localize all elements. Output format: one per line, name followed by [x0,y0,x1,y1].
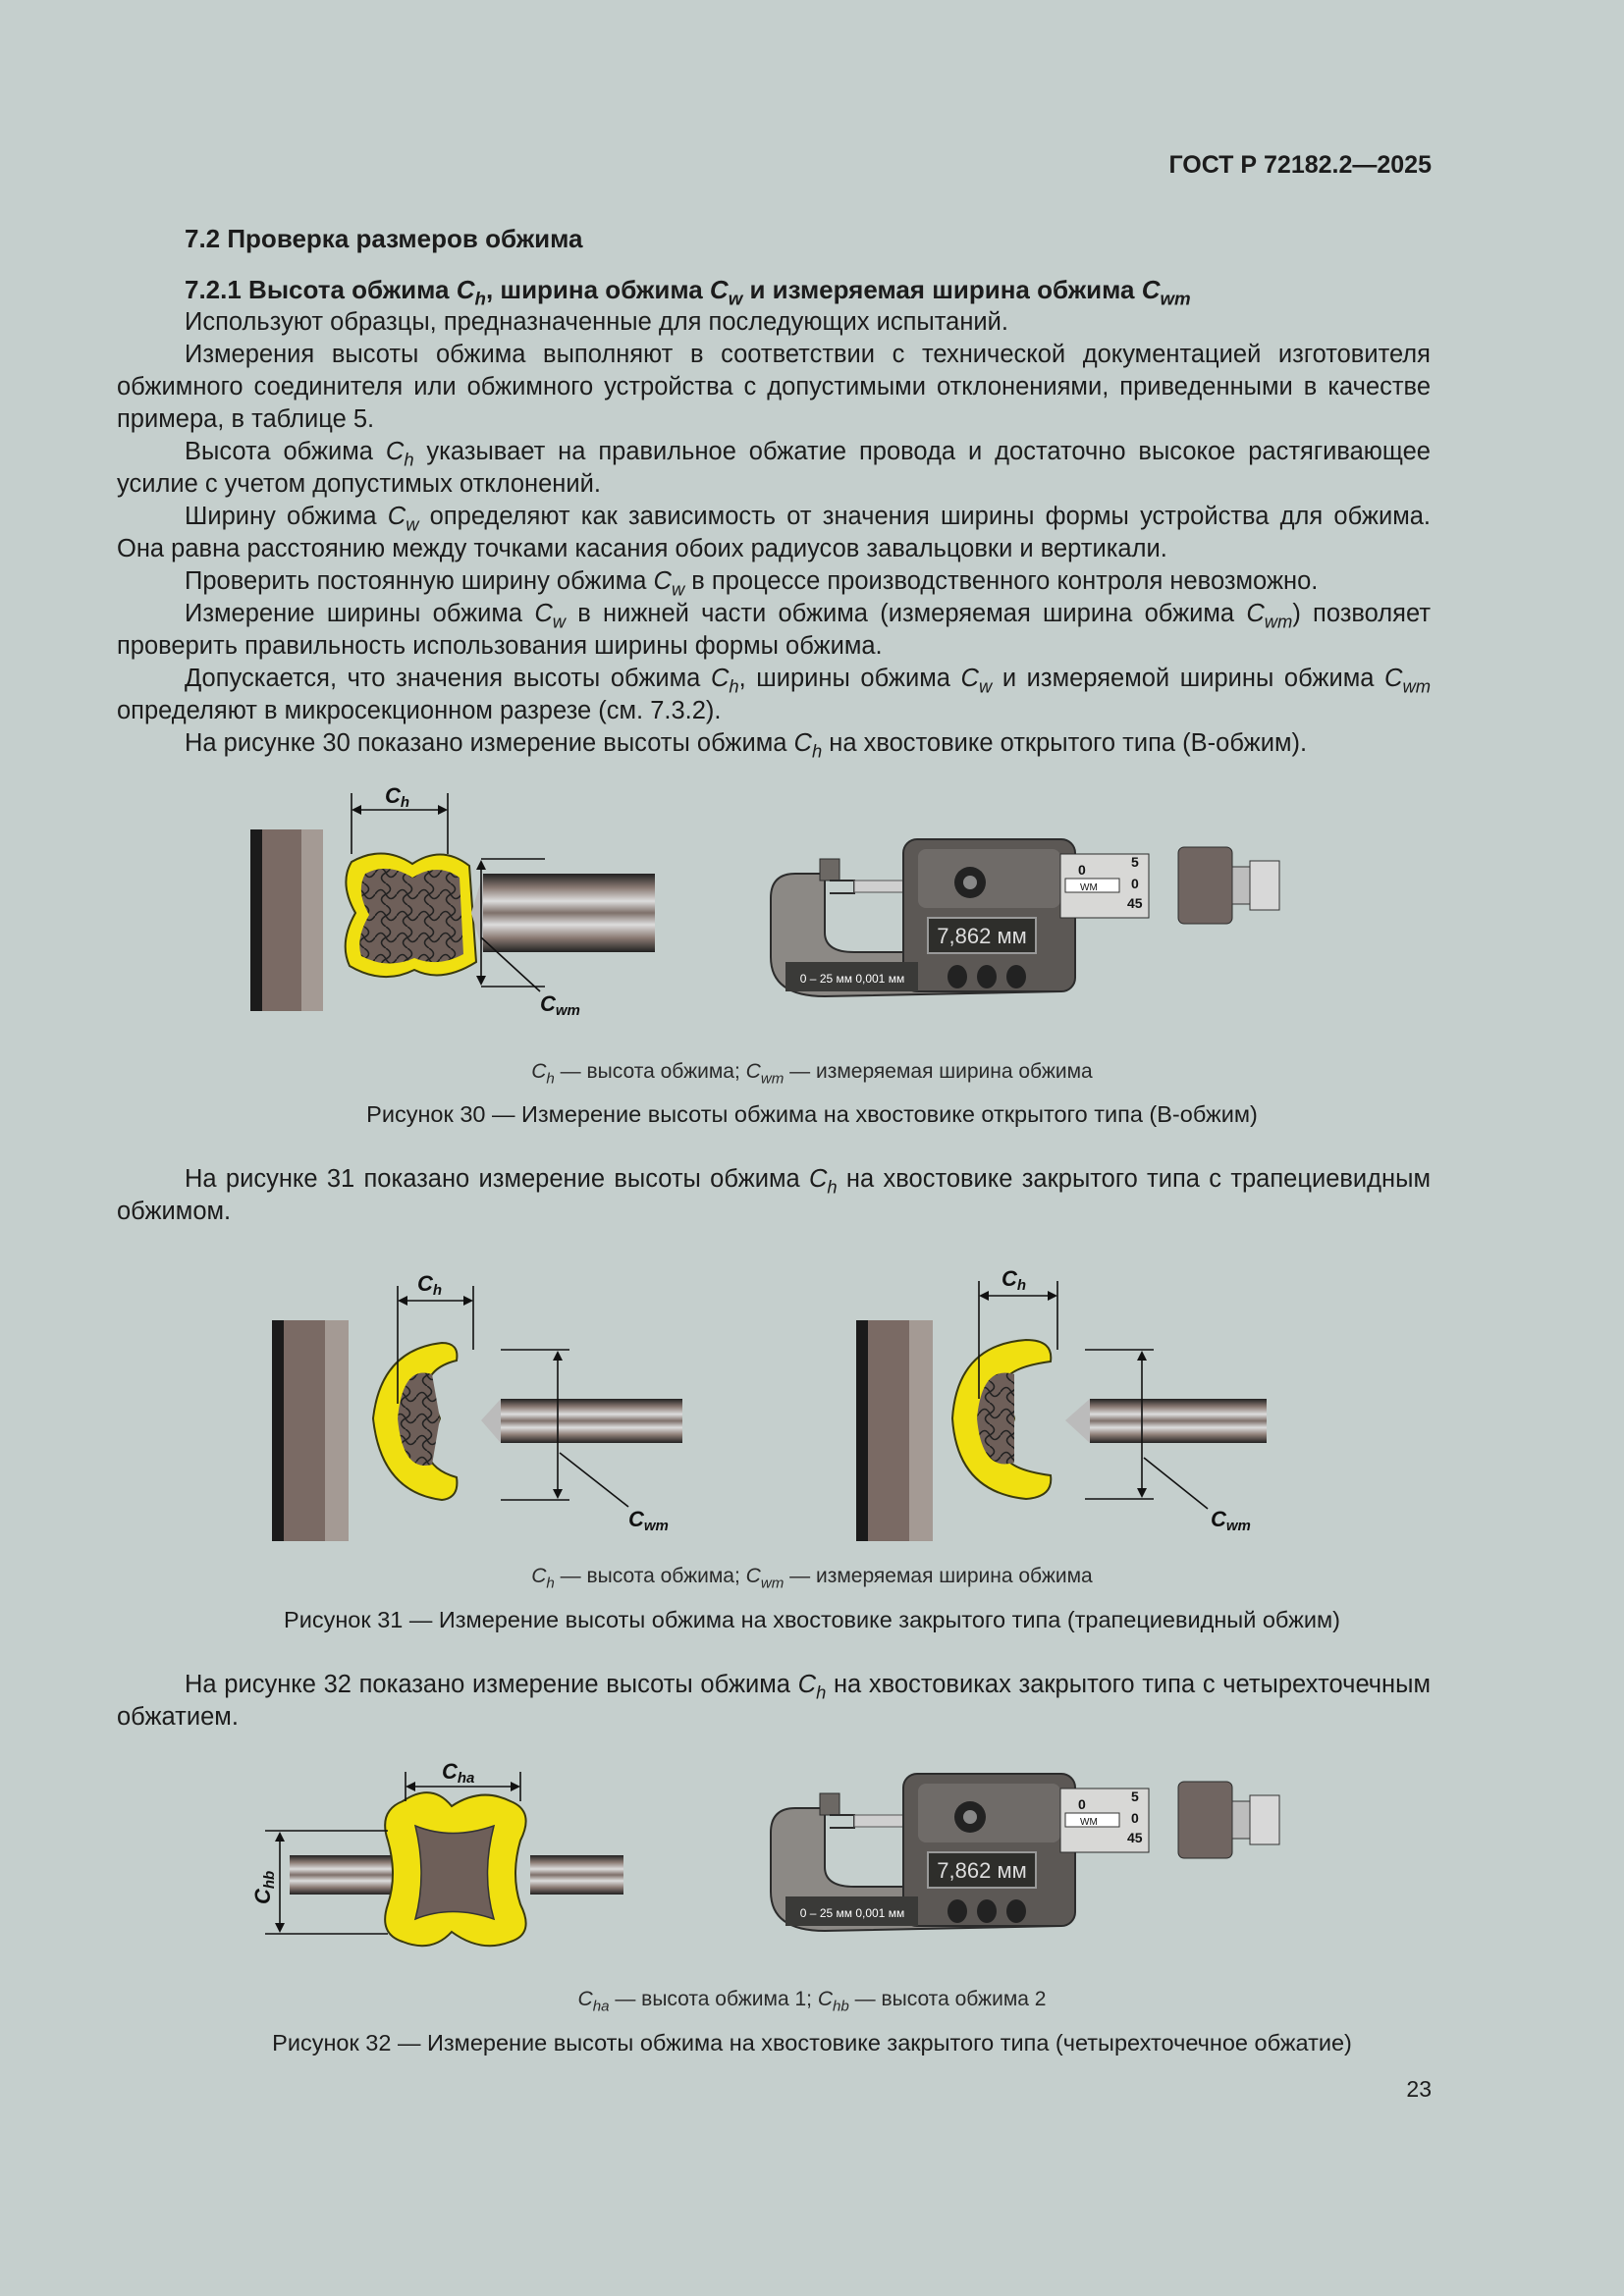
svg-text:Chb: Chb [250,1870,278,1904]
figure-30-caption: Рисунок 30 — Измерение высоты обжима на хвостовике открытого типа (В-обжим) [366,1101,1258,1127]
label-cwm: C [540,991,556,1016]
micrometer-scale-5: 5 [1131,854,1139,870]
figure-32-crimp-diagram [241,1757,653,1953]
svg-text:Cwm: Cwm [1211,1507,1251,1534]
document-id: ГОСТ Р 72182.2—2025 [1168,151,1432,179]
label-cha: C [442,1759,458,1784]
micrometer-range: 0 – 25 мм 0,001 мм [799,972,905,986]
paragraph: На рисунке 31 показано измерение высоты обжима $C_h$ на хвостовике закрытого типа с трапециевидным обжимом. [117,1165,1431,1225]
label-ch: C [385,783,401,808]
micrometer-sub-label: WM [1080,882,1098,893]
paragraph: Измерения высоты обжима выполняют в соответствии с технической документацией изготовителя обжимного соединителя или обжимного устройства с допустимыми отклонениями, приведенными в качестве примера, в таблице 5. [117,341,1431,433]
micrometer-sub-label: WM [1080,1817,1098,1828]
subsection-title: 7.2.1 Высота обжима $C_h$, ширина обжима $C_w$ и измеряемая ширина обжима $C_{wm}$ [185,275,1191,309]
section-title: 7.2 Проверка размеров обжима [185,224,583,253]
svg-text:Cwm: Cwm [540,991,580,1019]
paragraph: Измерение ширины обжима $C_w$ в нижней части обжима (измеряемая ширина обжима $C_{wm}$) позволяет проверить правильность использования ширины формы обжима. [117,600,1432,660]
figure-31-caption: Рисунок 31 — Измерение высоты обжима на хвостовике закрытого типа (трапециевидный обжим) [284,1607,1340,1632]
micrometer-range: 0 – 25 мм 0,001 мм [799,1906,905,1920]
micrometer-on: 0 [1078,862,1086,878]
paragraph: На рисунке 32 показано измерение высоты обжима $C_h$ на хвостовиках закрытого типа с четырехточечным обжатием. [117,1671,1432,1731]
micrometer-illustration [766,839,1306,1006]
svg-text:Ch: Ch [385,783,410,811]
paragraph: Высота обжима $C_h$ указывает на правильное обжатие провода и достаточно высокое растягивающее усилие с учетом допустимых отклонений. [117,438,1431,498]
figure-31-crimp-diagram-right [849,1252,1281,1546]
svg-text:Cwm: Cwm [628,1507,669,1534]
figure-32-legend: $C_{ha}$ — высота обжима 1; $C_{hb}$ — высота обжима 2 [577,1988,1047,2015]
micrometer-scale-0: 0 [1131,876,1139,891]
page-number: 23 [1406,2076,1432,2102]
figure-30-legend: $C_h$ — высота обжима; $C_{wm}$ — измеряемая ширина обжима [531,1060,1093,1088]
micrometer-scale-45: 45 [1127,895,1143,911]
label-ch: C [1001,1266,1017,1291]
figure-32-caption: Рисунок 32 — Измерение высоты обжима на хвостовике закрытого типа (четырехточечное обжатие) [272,2030,1352,2056]
label-chb: C [250,1889,275,1904]
label-cwm: C [628,1507,644,1531]
svg-text:Ch: Ch [417,1271,443,1299]
figure-30-crimp-diagram [245,775,668,1031]
paragraph: На рисунке 30 показано измерение высоты обжима $C_h$ на хвостовике открытого типа (В-обжим). [185,729,1308,762]
label-ch: C [417,1271,433,1296]
paragraph: Допускается, что значения высоты обжима $C_h$, ширины обжима $C_w$ и измеряемой ширины обжима $C_{wm}$ определяют в микросекционном разрезе (см. 7.3.2). [117,665,1431,724]
micrometer-scale-5: 5 [1131,1789,1139,1804]
micrometer-on: 0 [1078,1796,1086,1812]
svg-text:Ch: Ch [1001,1266,1027,1294]
micrometer-illustration-2 [766,1774,1306,1941]
micrometer-scale-45: 45 [1127,1830,1143,1845]
micrometer-display: 7,862 мм [937,924,1027,948]
paragraph: Ширину обжима $C_w$ определяют как зависимость от значения ширины формы устройства для обжима. Она равна расстоянию между точками касания обоих радиусов завальцовки и вертикали. [117,503,1431,562]
paragraph: Проверить постоянную ширину обжима $C_w$ в процессе производственного контроля невозможно. [185,567,1319,600]
svg-text:Cha: Cha [442,1759,475,1787]
figure-31-crimp-diagram-left [265,1256,697,1551]
label-cwm: C [1211,1507,1226,1531]
body-text [117,306,1431,760]
micrometer-scale-0: 0 [1131,1810,1139,1826]
micrometer-display: 7,862 мм [937,1858,1027,1883]
figure-31-legend: $C_h$ — высота обжима; $C_{wm}$ — измеряемая ширина обжима [531,1565,1093,1592]
paragraph: Используют образцы, предназначенные для последующих испытаний. [185,308,1008,336]
